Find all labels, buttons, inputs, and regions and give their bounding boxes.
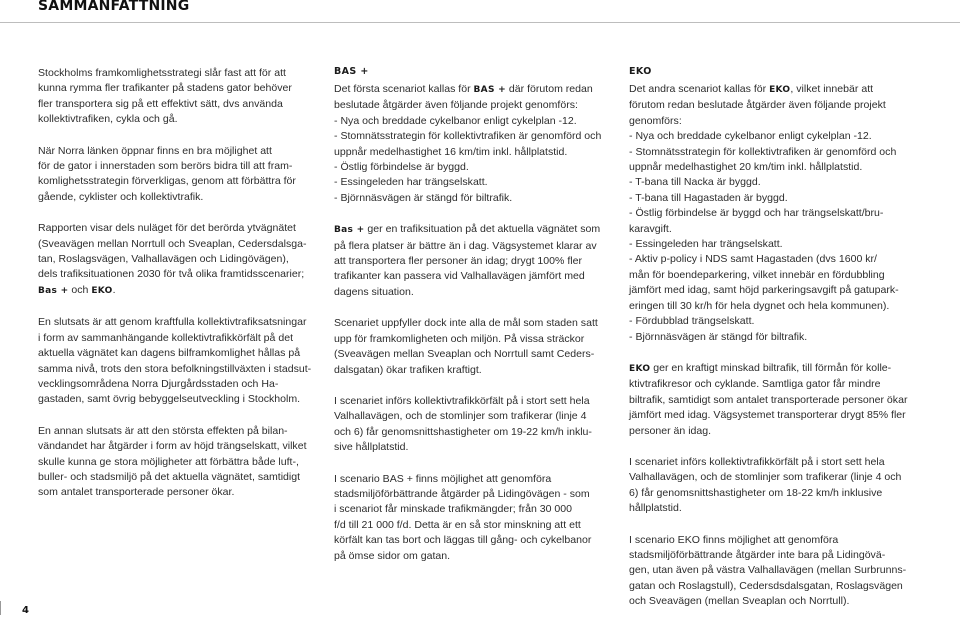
intro-paragraph-3-conjunction: och — [68, 283, 92, 296]
intro-paragraph-4: En slutsats är att genom kraftfulla kollektivtrafiksatsningar i form av sammanhängande kollektivtrafikkörfält på det aktuella vägnätet kan dagens bilframkomlighet hållas på samma nivå, trots den stora befolkningstillväxten i stadsut- vecklingsområdena Norra Djurgårdsstaden och Ha- gastaden, samt övrig bebyggelseutveckling i Stockholm. — [38, 316, 312, 406]
eko-paragraph-3: I scenariet införs kollektivtrafikkörfält på i stort sett hela Valhallavägen, och de stomlinjer som trafikerar (linje 4 och 6) får genomsnittshastigheter om 18-22 km/h inklusive hållplatstid. — [629, 455, 902, 515]
eko-paragraph-1-list: , vilket innebär att förutom redan beslutade åtgärder även följande projekt genomförs: - Nya och breddade cykelbanor enligt cykelplan -12. - Stomnätsstrategin för kollektivtrafiken är genomförd och uppnår medelhastighet 20 km/tim inkl. hållplatstid. - T-bana till Nacka är byggd. - T-bana till Hagastaden är byggd. - Östlig förbindelse är byggd och har trängselskatt/bru- karavgift. - Essingeleden har trängselskatt. - Aktiv p-policy i NDS samt Hagastaden (dvs 1600 kr/ mån för boendeparkering, vilket innebär en fördubbling jämfört med idag, samt höjd parkeringsavgift på gatupark- eringen till 30 kr/h för hela dygnet och hela kommunen). - Fördubblad trängselskatt. - Björnnäsvägen är stängd för biltrafik. — [629, 83, 899, 343]
summary-column-bas — [334, 64, 618, 580]
summary-column-intro — [38, 66, 323, 517]
bas-paragraph-1-lead: Det första scenariot kallas för — [334, 83, 474, 95]
intro-paragraph-1: Stockholms framkomlighetsstrategi slår fast att för att kunna rymma fler trafikanter på stadens gator behöver fler transportera sig på ett effektivt sätt, dvs använda kollektivtrafiken, cykla och gå. — [38, 67, 292, 126]
intro-paragraph-3-end: . — [112, 283, 116, 296]
intro-paragraph-5: En annan slutsats är att den största effekten på bilan- vändandet har åtgärder i form av höjd trängselskatt, vilket skulle kunna ge stora möjligheter att förbättra både luft-, buller- och stadsmiljö på det aktuella vägnätet, samtidigt som antalet transporterade personer ökar. — [38, 424, 307, 499]
scenario-tag-eko: EKO — [91, 285, 113, 296]
bas-paragraph-1-list: där förutom redan beslutade åtgärder även följande projekt genomförs: - Nya och breddade cykelbanor enligt cykelplan -12. - Stomnätsstrategin för kollektivtrafiken är genomförd och uppnår medelhastighet 16 km/tim inkl. hållplatstid. - Östlig förbindelse är byggd. - Essingeleden har trängselskatt. - Björnnäsvägen är stängd för biltrafik. — [334, 83, 602, 204]
header-band — [0, 0, 960, 22]
bas-paragraph-5: I scenario BAS + finns möjlighet att genomföra stadsmiljöförbättrande åtgärder på Lidingövägen - som i scenariot får minskade trafikmängder; från 30 000 f/d till 21 000 f/d. Detta är en så stor minskning att ett körfält kan tas bort och läggas till gång- och cykelbanor på ömse sidor om gatan. — [334, 472, 592, 562]
bas-paragraph-4: I scenariet införs kollektivtrafikkörfält på i stort sett hela Valhallavägen, och de stomlinjer som trafikerar (linje 4 och 6) får genomsnittshastigheter om 19-22 km/h inklu- sive hållplatstid. — [334, 394, 592, 454]
bas-paragraph-2 — [334, 222, 618, 300]
eko-paragraph-4: I scenario EKO finns möjlighet att genomföra stadsmiljöförbättrande åtgärder inte bara på Lidingövä- gen, utan även på västra Valhallavägen (mellan Surbrunns- gatan och Roslagstull), Cedersdsdalsgatan, Roslagsvägen och Sveavägen (mellan Sveaplan och Norrtull). — [629, 533, 907, 608]
bas-paragraph-1 — [334, 82, 618, 206]
eko-paragraph-1 — [629, 82, 921, 345]
eko-paragraph-1-lead: Det andra scenariot kallas för — [629, 83, 770, 95]
bas-paragraph-3: Scenariet uppfyller dock inte alla de mål som staden satt upp för framkomligheten och miljön. På vissa sträckor (Sveavägen mellan Sveaplan och Norrtull samt Ceders- dalsgatan) ökar trafiken kraftigt. — [334, 317, 598, 376]
summary-column-eko — [629, 64, 921, 626]
eko-heading: EKO — [629, 66, 652, 77]
scenario-tag-bas: Bas + — [334, 225, 365, 236]
bas-paragraph-2-text: ger en trafiksituation på det aktuella vägnätet som på flera platser är bättre än i dag. Vägsystemet klarar av att transportera fler personer än idag; drygt 100% fler trafikanter kan passera vid Valhallavägen jämfört med dagens situation. — [334, 223, 601, 298]
eko-paragraph-2 — [629, 361, 921, 439]
intro-paragraph-3-text: Rapporten visar dels nuläget för det berörda ytvägnätet (Sveavägen mellan Norrtull och Sveaplan, Cedersdalsga- tan, Roslagsvägen, Valhallavägen och Lidingövägen), dels trafiksituationen 2030 för två olika framtidsscenarier; — [38, 222, 307, 281]
intro-paragraph-3 — [38, 221, 323, 299]
eko-paragraph-2-text: ger en kraftigt minskad biltrafik, till förmån för kolle- ktivtrafikresor och cyklande. Samtliga gator får mindre biltrafik, samtidigt som antalet transporterade personer ökar jämfört med idag. Vägsystemet transporterar drygt 85% fler personer än idag. — [629, 361, 908, 437]
scenario-tag-bas: Bas + — [38, 285, 69, 296]
bas-heading: BAS + — [334, 66, 369, 77]
page-number: 4 — [22, 605, 29, 616]
header-divider — [0, 22, 960, 23]
page-title: SAMMANFATTNING — [38, 0, 190, 14]
intro-paragraph-2: När Norra länken öppnar finns en bra möjlighet att för de gator i innerstaden som berörs bidra till att fram- komlighetsstrategin förverkligas, genom att förbättra för gående, cyklister och kollektivtrafik. — [38, 144, 296, 203]
page-corner-mark — [0, 601, 15, 615]
scenario-tag-eko: EKO — [629, 363, 651, 374]
scenario-tag-eko: EKO — [769, 85, 791, 95]
scenario-tag-bas: BAS + — [473, 85, 506, 95]
